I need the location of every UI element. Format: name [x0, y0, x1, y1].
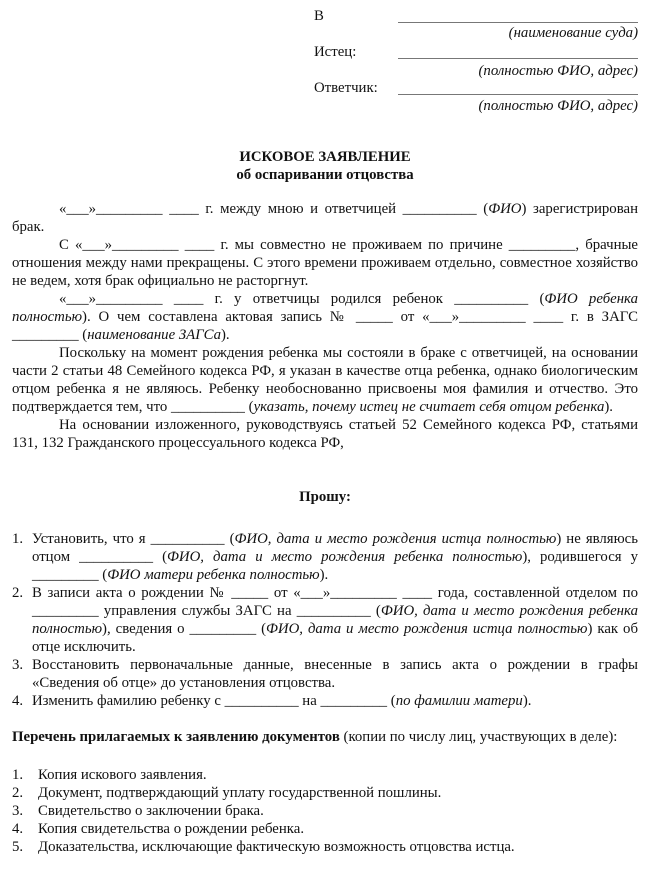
attachments-list [12, 766, 638, 856]
paragraph-marriage: «___»_________ ____ г. между мною и ответчицей __________ (ФИО) зарегистрирован брак. [12, 201, 638, 235]
request-item-1: 1. Установить, что я __________ (ФИО, дата и место рождения истца полностью) не являюсь отцом __________ (ФИО, дата и место рождения ребенка полностью), родившегося у _________ (ФИО матери ребенка полностью). [12, 531, 638, 583]
document-body [12, 200, 638, 856]
document-title: ИСКОВОЕ ЗАЯВЛЕНИЕ [239, 149, 411, 165]
plaintiff-line [398, 58, 638, 59]
request-item-2: 2. В записи акта о рождении № _____ от «___»_________ ____ года, составленной отделом по _________ управления службы ЗАГС на __________ (ФИО, дата и место рождения ребенка полностью), сведения о _________ (ФИО, дата и место рождения истца полностью) как об отце исключить. [12, 585, 638, 655]
attachment-item: 5. Доказательства, исключающие фактическую возможность отцовства истца. [12, 839, 515, 855]
defendant-line [398, 94, 638, 95]
attachments-heading: Перечень прилагаемых к заявлению документов (копии по числу лиц, участвующих в деле): [12, 729, 618, 745]
paragraph-separation: С «___»_________ ____ г. мы совместно не проживаем по причине _________, брачные отношения между нами прекращены. С этого времени проживаем отдельно, совместное хозяйство не ведем, хотя брак официально не расторгнут. [12, 237, 638, 289]
paragraph-birth: «___»_________ ____ г. у ответчицы родился ребенок __________ (ФИО ребенка полностью). О чем составлена актовая запись № _____ от «___»_________ ____ г. в ЗАГС _________ (наименование ЗАГСа). [12, 291, 639, 343]
request-item-4: 4. Изменить фамилию ребенку с __________ на _________ (по фамилии матери). [12, 693, 532, 709]
document-subtitle: об оспаривании отцовства [236, 167, 414, 183]
plaintiff-label: Истец: [314, 44, 357, 60]
plaintiff-hint: (полностью ФИО, адрес) [478, 63, 638, 79]
attachment-item: 4. Копия свидетельства о рождении ребенка. [12, 821, 305, 837]
defendant-label: Ответчик: [314, 80, 378, 96]
request-list [12, 530, 638, 710]
attachment-item: 3. Свидетельство о заключении брака. [12, 803, 264, 819]
defendant-hint: (полностью ФИО, адрес) [478, 98, 638, 114]
court-line [398, 22, 638, 23]
paragraph-grounds: Поскольку на момент рождения ребенка мы состояли в браке с ответчицей, на основании части 2 статьи 48 Семейного кодекса РФ, я указан в качестве отца ребенка, однако биологическим отцом ребенка я не являюсь. Ребенку необоснованно присвоены моя фамилия и отчество. Это подтверждается тем, что __________ (указать, почему истец не считает себя отцом ребенка). [12, 345, 638, 415]
request-item-3: 3. Восстановить первоначальные данные, внесенные в запись акта о рождении в графы «Сведения об отце» до установления отцовства. [12, 657, 638, 691]
paragraph-legal-basis: На основании изложенного, руководствуясь статьей 52 Семейного кодекса РФ, статьями 131, 132 Гражданского процессуального кодекса РФ, [12, 417, 638, 451]
court-prefix: В [314, 8, 324, 24]
court-hint: (наименование суда) [508, 25, 638, 41]
request-heading: Прошу: [299, 489, 351, 505]
attachment-item: 2. Документ, подтверждающий уплату государственной пошлины. [12, 785, 442, 801]
attachment-item: 1. Копия искового заявления. [12, 767, 207, 783]
